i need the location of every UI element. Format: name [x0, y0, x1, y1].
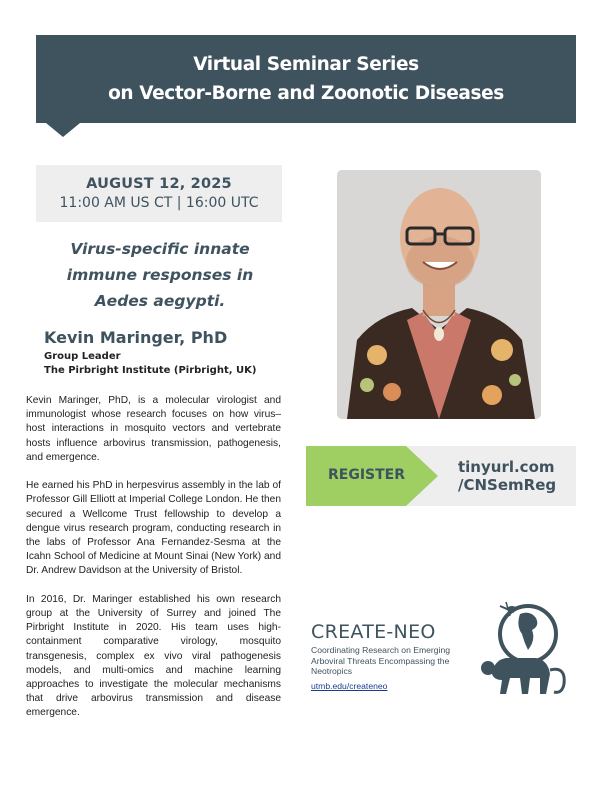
- logo-icon: [470, 596, 575, 701]
- registration-url-line1[interactable]: tinyurl.com: [458, 458, 555, 476]
- speaker-portrait: [337, 170, 541, 419]
- event-date: AUGUST 12, 2025: [86, 176, 232, 192]
- bio-paragraph-3: In 2016, Dr. Maringer established his own research group at the University of Surrey and joined The Pirbright Institute in 2020. His team uses high-containment comparative virology, mosquito transgenesis, complex ex vivo viral pathogenesis models, and multi-omics and machine learning approaches to investigate the molecular mechanisms that drive arbovirus transmission and disease emergence.: [26, 593, 281, 719]
- org-link[interactable]: utmb.edu/createneo: [311, 681, 388, 691]
- register-panel: [306, 446, 576, 506]
- org-description: Coordinating Research on Emerging Arboviral Threats Encompassing the Neotropics: [311, 645, 451, 676]
- talk-title-line3: Aedes aegypti.: [94, 292, 226, 310]
- monkey-globe-mosquito-logo: [470, 596, 575, 701]
- talk-title: [40, 236, 280, 314]
- date-box: [36, 165, 282, 222]
- banner-notch: [46, 123, 80, 137]
- event-time: 11:00 AM US CT | 16:00 UTC: [59, 195, 259, 211]
- bio-paragraph-2: He earned his PhD in herpesvirus assembly in the lab of Professor Gill Elliott at Imperial College London. He then secured a Wellcome Trust fellowship to develop a dengue virus research program, conducting research in the labs of Professor Ana Fernandez-Sesma at the Icahn School of Medicine at Mount Sinai (New York) and Dr. Andrew Davidson at the University of Bristol.: [26, 480, 281, 577]
- series-banner: [36, 35, 576, 123]
- registration-url[interactable]: [458, 458, 576, 494]
- speaker-name: Kevin Maringer, PhD: [44, 328, 228, 347]
- bio-paragraph-1: Kevin Maringer, PhD, is a molecular virologist and immunologist whose research focuses on how virus–host interactions in mosquito vectors and vertebrate hosts influence arbovirus transmission, pathogenesis, and emergence.: [26, 395, 281, 463]
- series-title-line2: on Vector-Borne and Zoonotic Diseases: [108, 83, 504, 104]
- org-name: CREATE-NEO: [311, 621, 436, 643]
- register-label[interactable]: REGISTER: [328, 467, 406, 483]
- speaker-institute: The Pirbright Institute (Pirbright, UK): [44, 365, 257, 376]
- talk-title-line1: Virus-specific innate: [70, 240, 250, 258]
- speaker-bio: [26, 394, 281, 735]
- talk-title-line2: immune responses in: [66, 266, 254, 284]
- speaker-role: Group Leader: [44, 351, 121, 362]
- series-title-line1: Virtual Seminar Series: [193, 54, 419, 75]
- registration-url-line2[interactable]: /CNSemReg: [458, 476, 557, 494]
- speaker-photo: [337, 170, 541, 419]
